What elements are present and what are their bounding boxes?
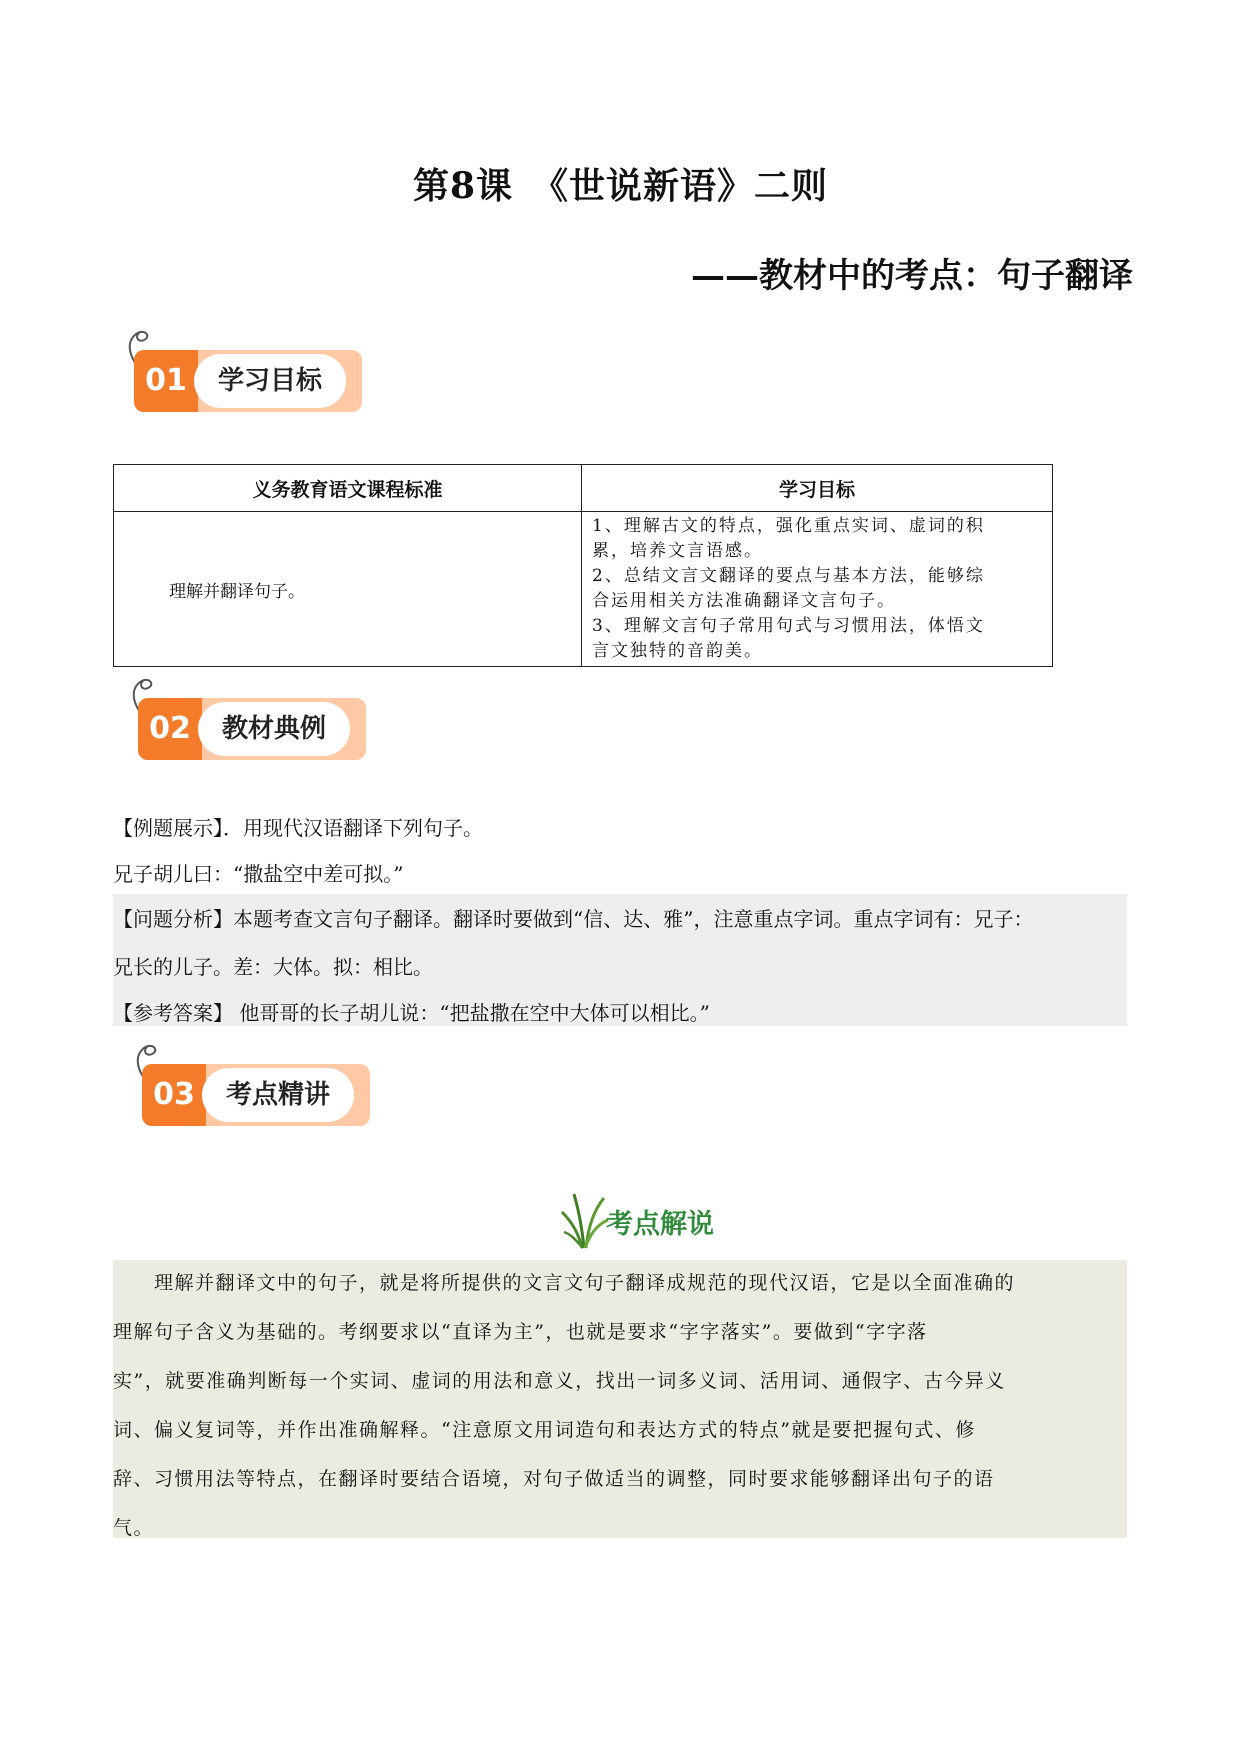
kaodian-title: 考点解说 <box>606 1209 714 1240</box>
table-cell-goals <box>582 512 1053 667</box>
goal-line: 言文独特的音韵美。 <box>592 641 763 661</box>
table-cell-standard: 理解并翻译句子。 <box>114 512 582 667</box>
paragraph-line: 理解并翻译文中的句子，就是将所提供的文言文句子翻译成规范的现代汉语，它是以全面准确的 <box>113 1272 1016 1294</box>
page-subtitle: ——教材中的考点：句子翻译 <box>691 256 1133 296</box>
section-label: 教材典例 <box>198 702 350 756</box>
table-header-standard: 义务教育语文课程标准 <box>114 465 582 512</box>
goal-line: 3、理解文言句子常用句式与习惯用法，体悟文 <box>592 616 985 636</box>
goal-line: 累，培养文言语感。 <box>592 541 763 561</box>
section-badge-02 <box>126 674 376 760</box>
paragraph-line: 辞、习惯用法等特点，在翻译时要结合语境，对句子做适当的调整，同时要求能够翻译出句子的语 <box>113 1468 995 1490</box>
example-sentence: 兄子胡儿曰：“撒盐空中差可拟。” <box>113 862 404 886</box>
example-prompt: 【例题展示】．用现代汉语翻译下列句子。 <box>113 816 483 840</box>
section-badge-01 <box>122 326 372 412</box>
section-label: 学习目标 <box>194 354 346 408</box>
grass-icon <box>560 1190 610 1250</box>
paragraph-line: 实”，就要准确判断每一个实词、虚词的用法和意义，找出一词多义词、活用词、通假字、古今异义 <box>113 1370 1006 1392</box>
paragraph-line: 气。 <box>113 1517 155 1539</box>
section-number: 01 <box>134 350 198 412</box>
goal-line: 2、总结文言文翻译的要点与基本方法，能够综 <box>592 566 985 586</box>
paragraph-line: 词、偏义复词等，并作出准确解释。“注意原文用词造句和表达方式的特点”就是要把握句式、修 <box>113 1419 976 1441</box>
table-header-goals: 学习目标 <box>582 465 1053 512</box>
goal-line: 1、理解古文的特点，强化重点实词、虚词的积 <box>592 516 985 536</box>
kaodian-heading <box>560 1190 770 1250</box>
analysis-line: 【问题分析】本题考查文言句子翻译。翻译时要做到“信、达、雅”，注意重点字词。重点字词有：兄子： <box>113 907 1034 931</box>
paragraph-line: 理解句子含义为基础的。考纲要求以“直译为主”，也就是要求“字字落实”。要做到“字字落 <box>113 1321 928 1343</box>
section-label: 考点精讲 <box>202 1068 354 1122</box>
analysis-line: 兄长的儿子。差：大体。拟：相比。 <box>113 955 433 979</box>
section-badge-03 <box>130 1040 380 1126</box>
section-number: 03 <box>142 1064 206 1126</box>
page-title: 第8课 《世说新语》二则 <box>412 165 829 207</box>
section-number: 02 <box>138 698 202 760</box>
goal-line: 合运用相关方法准确翻译文言句子。 <box>592 591 896 611</box>
kaodian-paragraph-box <box>113 1260 1127 1538</box>
learning-goals-table <box>113 464 1053 667</box>
reference-answer: 【参考答案】 他哥哥的长子胡儿说：“把盐撒在空中大体可以相比。” <box>113 1001 710 1025</box>
